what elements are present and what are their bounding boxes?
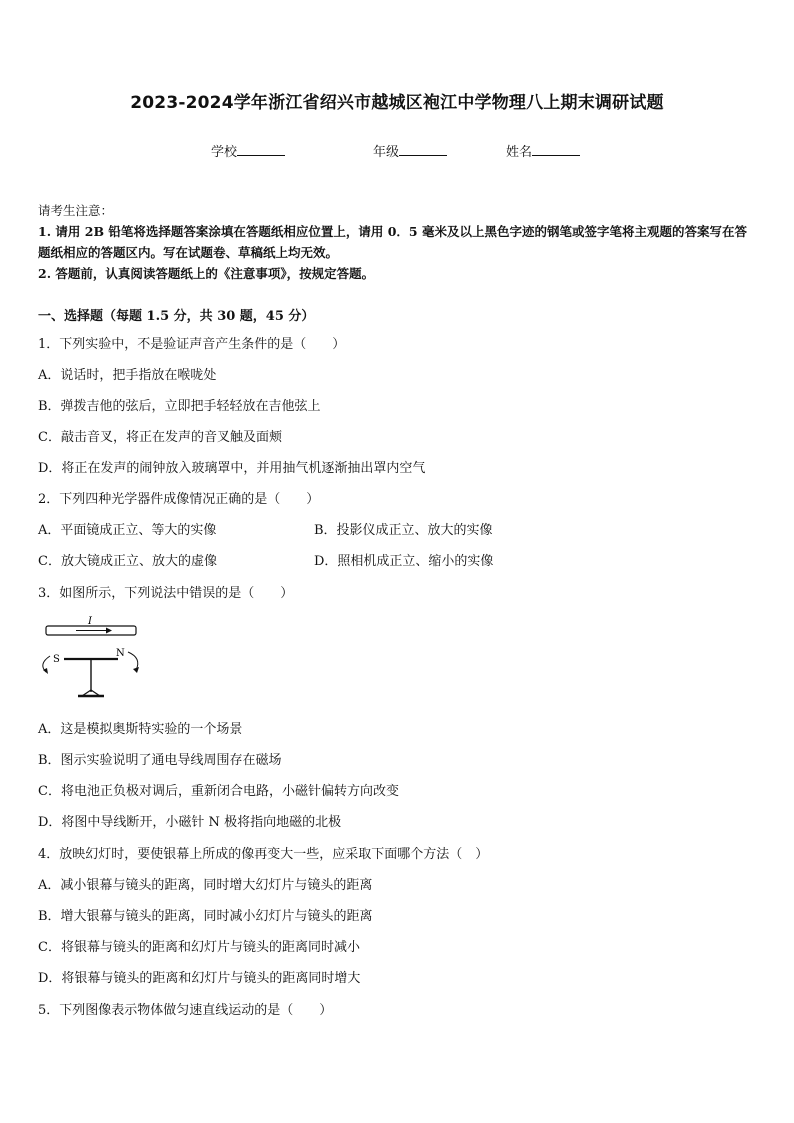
school-label: 学校 <box>211 145 238 160</box>
name-field <box>506 141 580 160</box>
rotation-arrow-right <box>128 652 138 670</box>
name-blank <box>532 143 580 156</box>
current-label: I <box>88 616 92 627</box>
option: C．将银幕与镜头的距离和幻灯片与镜头的距离同时减小 <box>38 940 360 955</box>
option: A．平面镜成正立、等大的实像 <box>38 523 217 538</box>
rotation-arrowhead-right <box>133 667 139 673</box>
grade-label: 年级 <box>373 145 400 160</box>
north-label: N <box>116 648 125 659</box>
option: B．图示实验说明了通电导线周围存在磁场 <box>38 753 282 768</box>
option: A．说话时，把手指放在喉咙处 <box>38 368 217 383</box>
south-label: S <box>53 654 60 665</box>
option: C．敲击音叉，将正在发声的音叉触及面颊 <box>38 430 282 445</box>
option: A．减小银幕与镜头的距离，同时增大幻灯片与镜头的距离 <box>38 878 373 893</box>
option: B．增大银幕与镜头的距离，同时减小幻灯片与镜头的距离 <box>38 909 373 924</box>
notice-item-1: 1. 请用 2B 铅笔将选择题答案涂填在答题纸相应位置上，请用 0．5 毫米及以上黑色字迹的钢笔或签字笔将主观题的答案写在答题纸相应的答题区内。写在试题卷、草稿纸上均无效。 <box>38 224 747 260</box>
notice-item-2: 2. 答题前，认真阅读答题纸上的《注意事项》，按规定答题。 <box>38 266 375 281</box>
option: D．将图中导线断开，小磁针 N 极将指向地磁的北极 <box>38 815 342 830</box>
question-stem: 1．下列实验中，不是验证声音产生条件的是（ ） <box>38 337 346 352</box>
question-stem: 2．下列四种光学器件成像情况正确的是（ ） <box>38 492 320 507</box>
grade-field <box>373 141 447 160</box>
section-title: 一、选择题（每题 1.5 分，共 30 题，45 分） <box>38 309 315 324</box>
notice-heading: 请考生注意： <box>38 203 114 218</box>
grade-blank <box>399 143 447 156</box>
school-blank <box>237 143 285 156</box>
school-field <box>211 141 285 160</box>
name-label: 姓名 <box>506 145 533 160</box>
option: C．放大镜成正立、放大的虚像 <box>38 554 217 569</box>
question-stem: 3．如图所示，下列说法中错误的是（ ） <box>38 586 294 601</box>
option: D．将银幕与镜头的距离和幻灯片与镜头的距离同时增大 <box>38 971 361 986</box>
option: B．投影仪成正立、放大的实像 <box>314 523 493 538</box>
option: D．将正在发声的闹钟放入玻璃罩中，并用抽气机逐渐抽出罩内空气 <box>38 461 426 476</box>
question-stem: 4．放映幻灯时，要使银幕上所成的像再变大一些，应采取下面哪个方法（ ） <box>38 847 489 862</box>
option: C．将电池正负极对调后，重新闭合电路，小磁针偏转方向改变 <box>38 784 399 799</box>
option: D．照相机成正立、缩小的实像 <box>314 554 494 569</box>
option: A．这是模拟奥斯特实验的一个场景 <box>38 722 243 737</box>
option: B．弹拨吉他的弦后，立即把手轻轻放在吉他弦上 <box>38 399 321 414</box>
question-stem: 5．下列图像表示物体做匀速直线运动的是（ ） <box>38 1003 333 1018</box>
oersted-figure <box>36 612 152 704</box>
page-title: 2023-2024学年浙江省绍兴市越城区袍江中学物理八上期末调研试题 <box>130 93 664 113</box>
